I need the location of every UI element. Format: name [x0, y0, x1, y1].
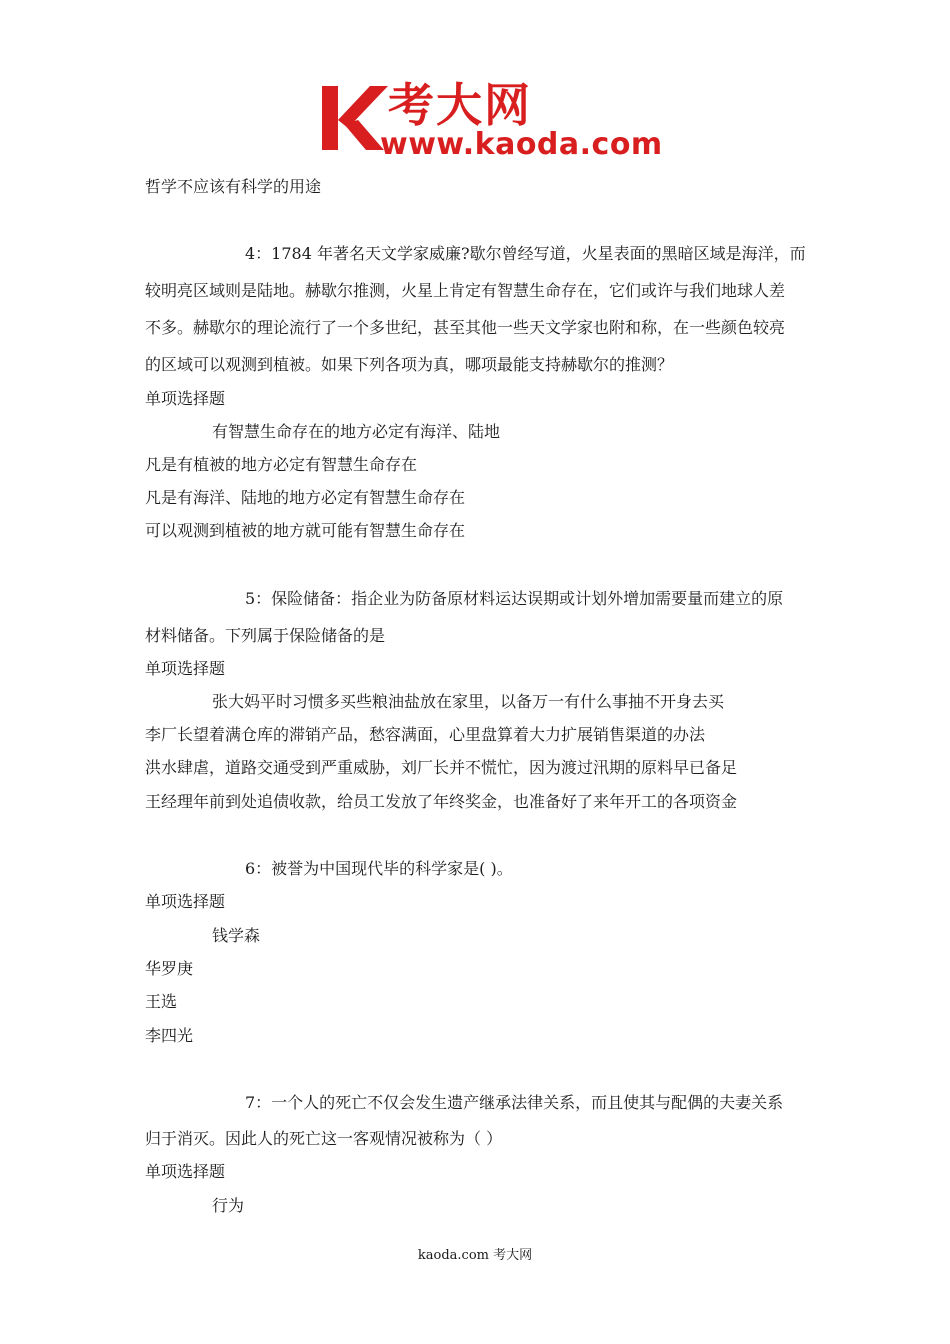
option-c: 王选	[145, 992, 178, 1011]
page-footer: kaoda.com 考大网	[417, 1248, 533, 1263]
option-a: 行为	[212, 1196, 245, 1215]
logo-brand-url: www.kaoda.com	[380, 127, 663, 162]
option-b: 凡是有植被的地方必定有智慧生命存在	[145, 455, 418, 474]
question-4-stem: 的区域可以观测到植被。如果下列各项为真，哪项最能支持赫歇尔的推测？	[145, 355, 674, 374]
kaoda-logo	[318, 78, 663, 162]
option-a: 有智慧生命存在的地方必定有海洋、陆地	[212, 422, 501, 441]
question-7-stem: 归于消灭。因此人的死亡这一客观情况被称为（ ）	[145, 1129, 503, 1148]
question-type: 单项选择题	[145, 389, 226, 408]
option-b: 李厂长望着满仓库的滞销产品，愁容满面，心里盘算着大力扩展销售渠道的办法	[145, 725, 706, 744]
question-5-stem: 5：保险储备：指企业为防备原材料运达误期或计划外增加需要量而建立的原	[245, 589, 784, 608]
option-c: 洪水肆虐，道路交通受到严重威胁，刘厂长并不慌忙，因为渡过汛期的原料早已备足	[145, 758, 738, 777]
question-type: 单项选择题	[145, 659, 226, 678]
option-d: 李四光	[145, 1026, 194, 1045]
option-a: 钱学森	[212, 926, 261, 945]
option-d: 王经理年前到处追债收款，给员工发放了年终奖金，也准备好了来年开工的各项资金	[145, 792, 738, 811]
text-line: 哲学不应该有科学的用途	[145, 177, 322, 196]
question-7-stem: 7：一个人的死亡不仅会发生遗产继承法律关系，而且使其与配偶的夫妻关系	[245, 1093, 784, 1112]
option-c: 凡是有海洋、陆地的地方必定有智慧生命存在	[145, 488, 466, 507]
logo-brand-cn: 考大网	[388, 78, 532, 132]
question-4-stem: 不多。赫歇尔的理论流行了一个多世纪，甚至其他一些天文学家也附和称，在一些颜色较亮	[145, 318, 786, 337]
question-type: 单项选择题	[145, 892, 226, 911]
question-5-stem: 材料储备。下列属于保险储备的是	[145, 626, 386, 645]
question-4-stem: 较明亮区域则是陆地。赫歇尔推测，火星上肯定有智慧生命存在，它们或许与我们地球人差	[145, 281, 786, 300]
question-4-stem: 4：1784 年著名天文学家威廉?歇尔曾经写道，火星表面的黑暗区域是海洋，而	[245, 244, 806, 263]
option-d: 可以观测到植被的地方就可能有智慧生命存在	[145, 521, 466, 540]
option-a: 张大妈平时习惯多买些粮油盐放在家里，以备万一有什么事抽不开身去买	[212, 692, 725, 711]
option-b: 华罗庚	[145, 959, 194, 978]
question-type: 单项选择题	[145, 1162, 226, 1181]
question-6-stem: 6：被誉为中国现代毕的科学家是( )。	[245, 859, 513, 878]
